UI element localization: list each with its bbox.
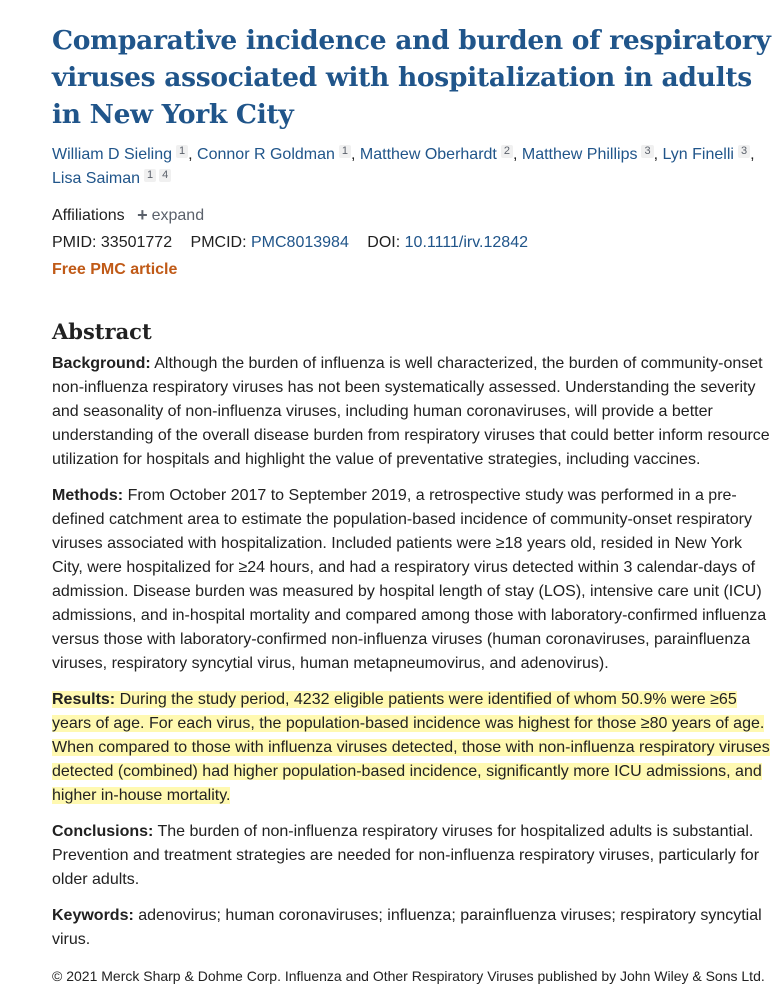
author-link[interactable]: Connor R Goldman — [197, 146, 335, 163]
section-text: The burden of non-influenza respiratory viruses for hospitalized adults is substantial. Prevention and treatment strategies are needed for non-influenza respiratory viruses, particularly for older adults. — [52, 823, 760, 888]
plus-icon: + — [137, 205, 148, 225]
affiliation-ref[interactable]: 1 — [144, 169, 156, 182]
author-link[interactable]: Lyn Finelli — [662, 146, 734, 163]
abstract-results — [52, 688, 772, 808]
expand-label: expand — [151, 207, 205, 224]
affiliation-ref[interactable]: 1 — [176, 145, 188, 158]
section-label: Results: — [52, 691, 116, 708]
affiliation-ref[interactable]: 1 — [339, 145, 351, 158]
author-link[interactable]: Matthew Oberhardt — [359, 146, 497, 163]
keywords-text: adenovirus; human coronaviruses; influenza; parainfluenza viruses; respiratory syncytial virus. — [52, 907, 762, 948]
keywords-label: Keywords: — [52, 907, 134, 924]
copyright-notice: © 2021 Merck Sharp & Dohme Corp. Influenza and Other Respiratory Viruses published by John Wiley & Sons Ltd. — [52, 968, 765, 984]
section-text: Although the burden of influenza is well characterized, the burden of community-onset non-influenza respiratory viruses has not been systematically assessed. Understanding the severity and seasonality of non-influenza viruses, including human coronaviruses, will provide a better understanding of the overall disease burden from respiratory viruses that could better inform resource utilization for hospitals and highlight the value of preventative strategies, including vaccines. — [52, 355, 770, 468]
author-list: William D Sieling 1 , Connor R Goldman 1 , Matthew Oberhardt 2 , Matthew Phillips 3 , Lyn Finelli 3 , Lisa Saiman 1 4 — [52, 145, 755, 187]
section-text: From October 2017 to September 2019, a retrospective study was performed in a pre-defined catchment area to estimate the population-based incidence of community-onset respiratory viruses associated with hospitalization. Included patients were ≥18 years old, resided in New York City, were hospitalized for ≥24 hours, and had a respiratory virus detected within 3 calendar-days of admission. Disease burden was measured by hospital length of stay (LOS), intensive care unit (ICU) admissions, and in-hospital mortality and compared among those with laboratory-confirmed influenza versus those with laboratory-confirmed non-influenza viruses (human coronaviruses, parainfluenza viruses, respiratory syncytial virus, human metapneumovirus, and adenovirus). — [52, 487, 767, 672]
author-link[interactable]: William D Sieling — [52, 146, 173, 163]
article-container — [52, 22, 772, 986]
section-label: Conclusions: — [52, 823, 154, 840]
abstract-conclusions — [52, 820, 772, 892]
pmid-value: 33501772 — [100, 234, 173, 251]
affiliations-label: Affiliations — [52, 207, 125, 224]
section-label: Background: — [52, 355, 151, 372]
doi-label: DOI: — [367, 234, 401, 251]
keywords — [52, 904, 772, 952]
article-identifiers — [52, 231, 772, 255]
affiliation-ref[interactable]: 4 — [159, 169, 171, 182]
affiliations-toggle-row — [52, 203, 772, 228]
affiliations-expand-button[interactable] — [137, 207, 204, 224]
pmcid-link[interactable]: PMC8013984 — [251, 234, 349, 251]
abstract-heading: Abstract — [52, 319, 152, 344]
author-link[interactable]: Lisa Saiman — [52, 170, 141, 187]
article-title: Comparative incidence and burden of respiratory viruses associated with hospitalization in adults in New York City — [52, 25, 771, 130]
pmid-label: PMID: — [52, 234, 97, 251]
doi-link[interactable]: 10.1111/irv.12842 — [404, 234, 528, 251]
affiliation-ref[interactable]: 3 — [738, 145, 750, 158]
pmcid-label: PMCID: — [190, 234, 247, 251]
free-pmc-article-badge[interactable]: Free PMC article — [52, 261, 178, 278]
section-text: During the study period, 4232 eligible patients were identified of whom 50.9% were ≥65 years of age. For each virus, the population-based incidence was highest for those ≥80 years of age. When compared to those with influenza viruses detected, those with non-influenza respiratory viruses detected (combined) had higher population-based incidence, significantly more ICU admissions, and higher in-house mortality. — [52, 691, 770, 804]
abstract-methods — [52, 484, 772, 676]
author-link[interactable]: Matthew Phillips — [521, 146, 638, 163]
affiliation-ref[interactable]: 2 — [501, 145, 513, 158]
section-label: Methods: — [52, 487, 124, 504]
abstract-background — [52, 352, 772, 472]
affiliation-ref[interactable]: 3 — [641, 145, 653, 158]
